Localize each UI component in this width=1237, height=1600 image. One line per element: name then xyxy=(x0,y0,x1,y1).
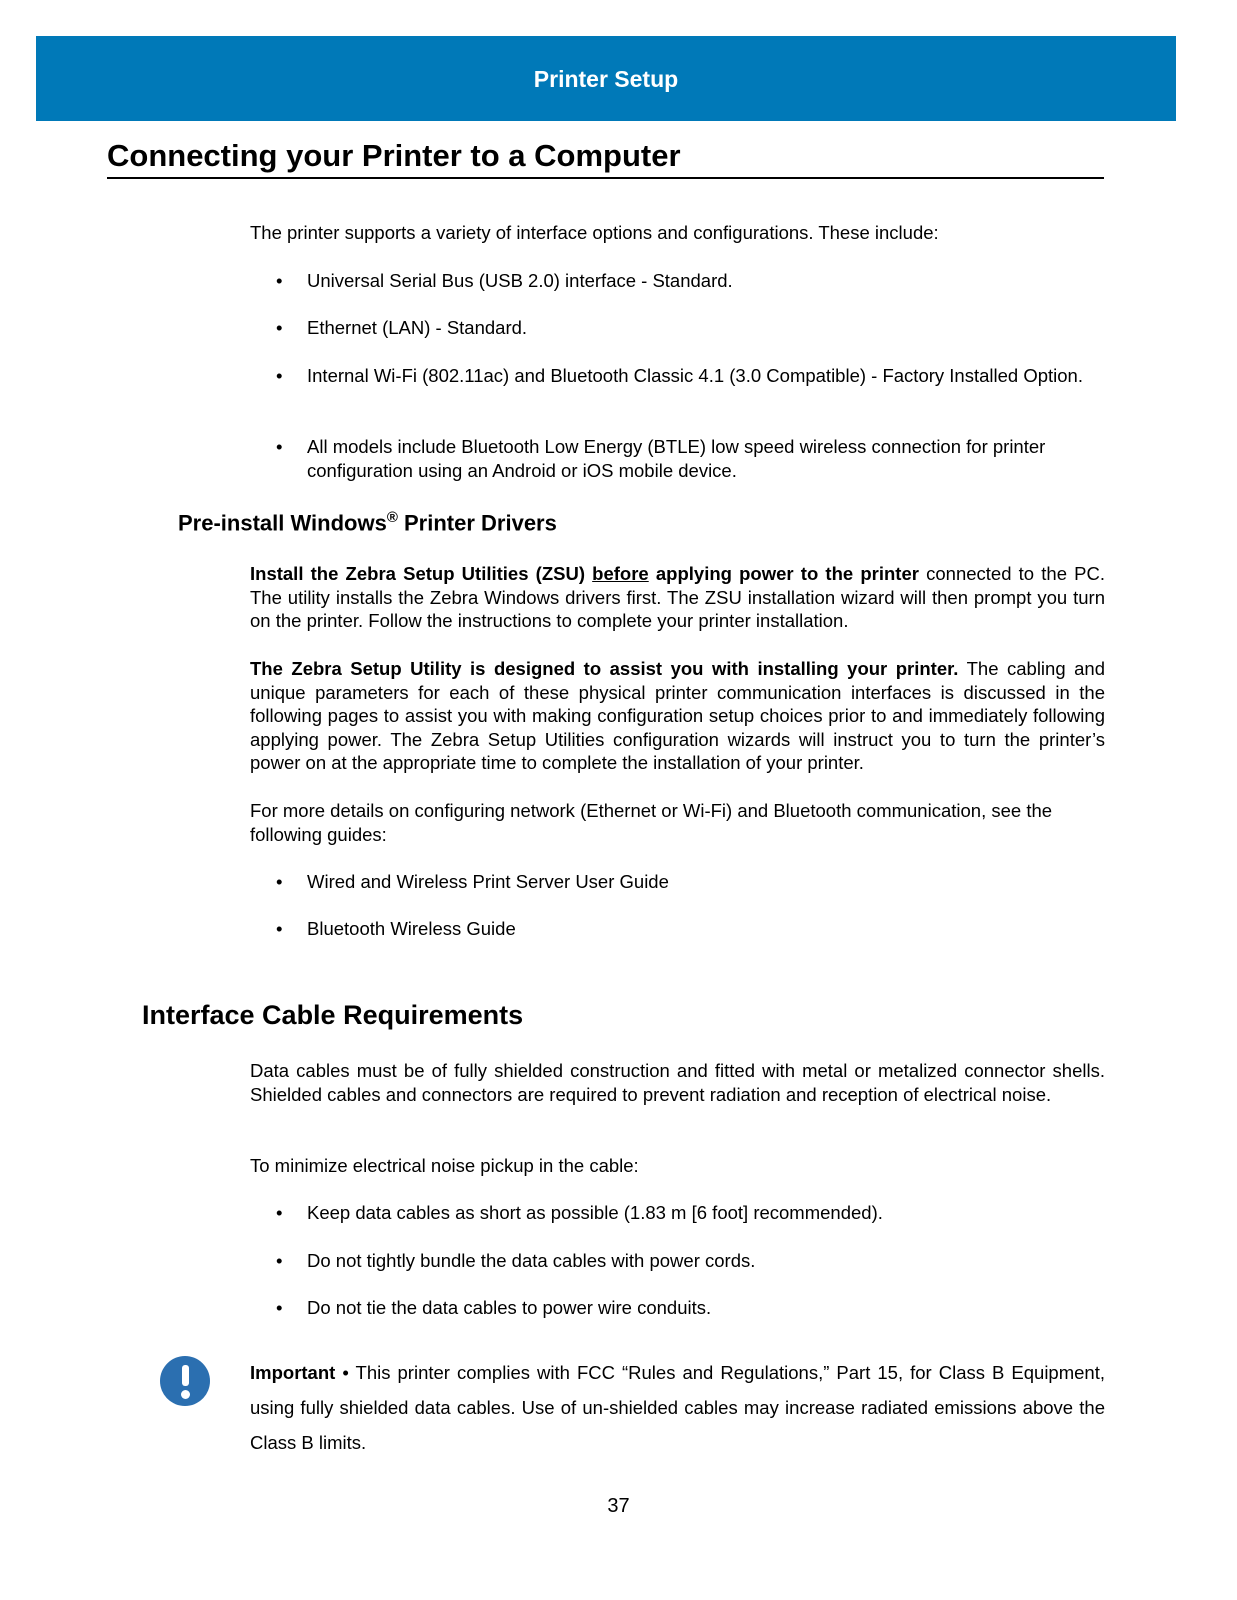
preinstall-paragraph-2 xyxy=(250,657,1105,775)
guide-list-item xyxy=(276,870,1106,894)
important-exclamation-icon xyxy=(160,1356,210,1406)
bold-text: Install the Zebra Setup Utilities (ZSU) xyxy=(250,563,593,584)
important-note-text: This printer complies with FCC “Rules and Regulations,” Part 15, for Class B Equipment, using fully shielded data cables. Use of un-shielded cables may increase radiated emissions above the Class B limits. xyxy=(250,1362,1105,1453)
bullet-icon: • xyxy=(276,365,283,386)
interface-list-item-text: Ethernet (LAN) - Standard. xyxy=(307,317,528,338)
underlined-text: before xyxy=(592,563,649,584)
interface-list-item-text: Internal Wi-Fi (802.11ac) and Bluetooth Classic 4.1 (3.0 Compatible) - Factory Installed Option. xyxy=(307,365,1083,386)
bullet-icon: • xyxy=(276,1297,283,1318)
cable-tip-item xyxy=(276,1201,1106,1225)
bullet-icon: • xyxy=(276,1250,283,1271)
guide-list-item-text: Wired and Wireless Print Server User Guide xyxy=(307,871,669,892)
intro-paragraph: The printer supports a variety of interface options and configurations. These include: xyxy=(250,222,939,243)
chapter-title: Connecting your Printer to a Computer xyxy=(107,138,1104,179)
page-number: 37 xyxy=(607,1495,630,1517)
cable-tip-item xyxy=(276,1249,1106,1273)
bullet-icon: • xyxy=(276,918,283,939)
cable-tip-text: Keep data cables as short as possible (1.83 m [6 foot] recommended). xyxy=(307,1202,883,1223)
interface-list-item xyxy=(276,364,1106,388)
cable-tip-text: Do not tightly bundle the data cables with power cords. xyxy=(307,1250,756,1271)
important-separator: • xyxy=(335,1362,356,1383)
bullet-icon: • xyxy=(276,270,283,291)
interface-list-item xyxy=(276,316,1106,340)
regular-text: connected to the PC. The utility installs the Zebra Windows drivers first. The ZSU installation wizard will then prompt you turn on the printer. Follow the instructions to complete your printer installation. xyxy=(250,563,1105,631)
interface-list-item xyxy=(276,269,1106,293)
header-bar xyxy=(36,36,1176,121)
guide-list-item-text: Bluetooth Wireless Guide xyxy=(307,918,516,939)
bullet-icon: • xyxy=(276,436,283,457)
bullet-icon: • xyxy=(276,317,283,338)
bullet-icon: • xyxy=(276,871,283,892)
important-note xyxy=(250,1355,1105,1460)
preinstall-heading-text: Pre-install Windows xyxy=(178,510,387,536)
preinstall-heading-tail: Printer Drivers xyxy=(397,510,557,536)
cable-tip-item xyxy=(276,1296,1106,1320)
bold-text: applying power to the printer xyxy=(648,563,919,584)
cable-paragraph-2: To minimize electrical noise pickup in the cable: xyxy=(250,1155,639,1176)
preinstall-heading xyxy=(178,509,557,536)
registered-mark: ® xyxy=(386,509,398,526)
regular-text: The cabling and unique parameters for each of these physical printer communication interfaces is discussed in the following pages to assist you with making configuration setup choices prior to and immediately following applying power. The Zebra Setup Utilities configuration wizards will instruct you to turn the printer’s power on at the appropriate time to complete the installation of your printer. xyxy=(250,658,1105,773)
bullet-icon: • xyxy=(276,1202,283,1223)
cable-tip-text: Do not tie the data cables to power wire conduits. xyxy=(307,1297,712,1318)
interface-list-item xyxy=(276,435,1106,482)
interface-list-item-text: All models include Bluetooth Low Energy (BTLE) low speed wireless connection for printer configuration using an Android or iOS mobile device. xyxy=(307,436,1046,481)
important-label: Important xyxy=(250,1362,336,1383)
cable-paragraph-1: Data cables must be of fully shielded construction and fitted with metal or metalized connector shells. Shielded cables and connectors are required to prevent radiation and reception of electrical noise. xyxy=(250,1060,1105,1105)
interface-list-item-text: Universal Serial Bus (USB 2.0) interface - Standard. xyxy=(307,270,733,291)
bold-text: The Zebra Setup Utility is designed to assist you with installing your printer. xyxy=(250,658,959,679)
cable-section-heading: Interface Cable Requirements xyxy=(142,1000,524,1030)
guide-list-item xyxy=(276,917,1106,941)
preinstall-paragraph-1 xyxy=(250,562,1105,633)
preinstall-paragraph-3: For more details on configuring network (Ethernet or Wi-Fi) and Bluetooth communication, see the following guides: xyxy=(250,800,1053,845)
header-title: Printer Setup xyxy=(533,66,679,92)
